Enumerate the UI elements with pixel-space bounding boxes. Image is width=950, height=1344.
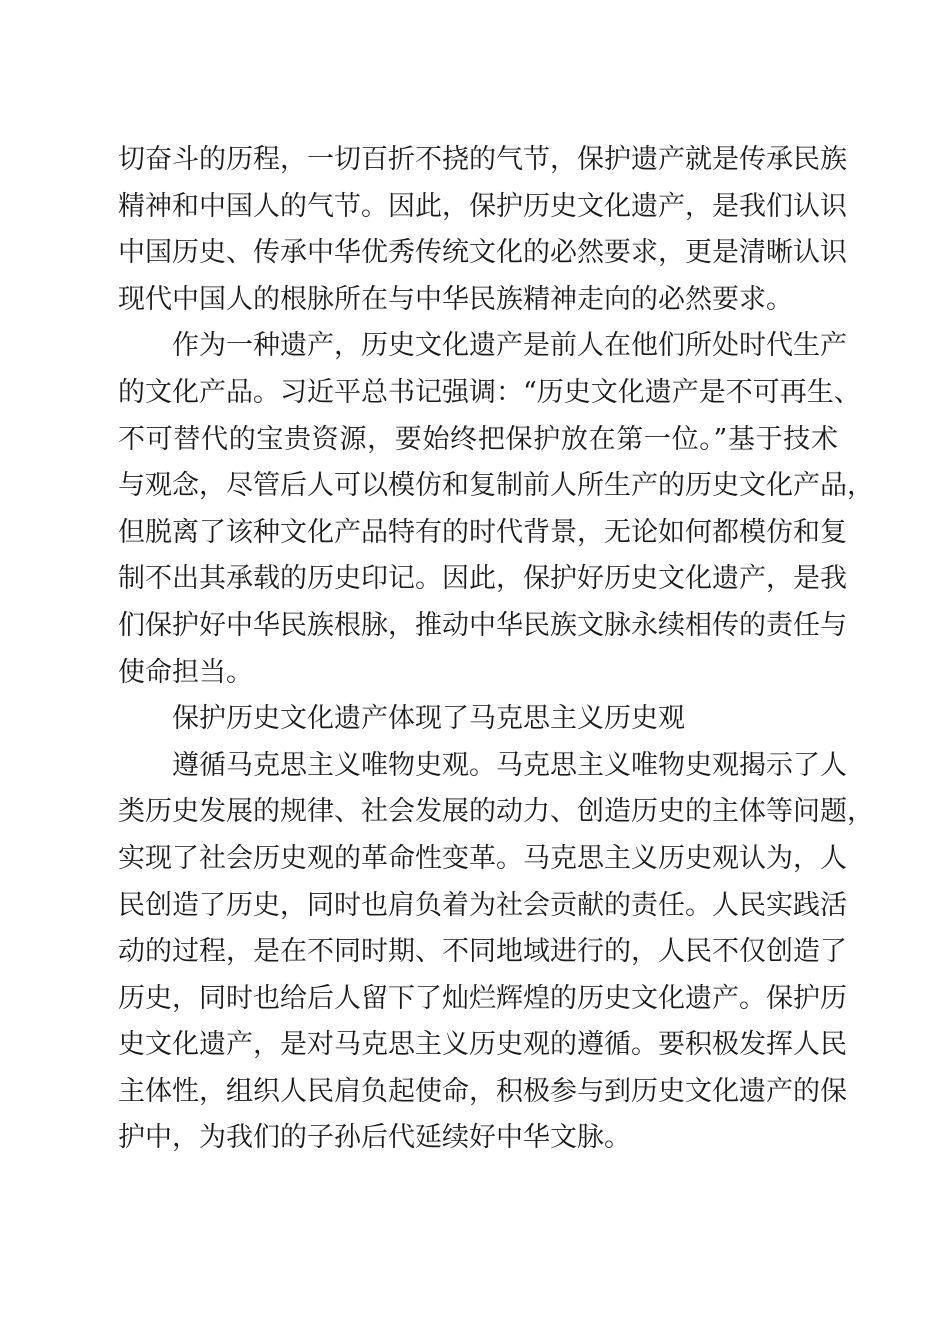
text-line: 不可替代的宝贵资源，要始终把保护放在第一位。”基于技术 [118, 423, 838, 455]
text-line: 民创造了历史，同时也肩负着为社会贡献的责任。人民实践活 [118, 889, 847, 921]
text-line: 的文化产品。习近平总书记强调：“历史文化遗产是不可再生、 [118, 376, 861, 408]
text-line: 类历史发展的规律、社会发展的动力、创造历史的主体等问题， [118, 796, 874, 828]
body-text [118, 137, 874, 1162]
text-line: 们保护好中华民族根脉，推动中华民族文脉永续相传的责任与 [118, 609, 847, 641]
text-line: 中国历史、传承中华优秀传统文化的必然要求，更是清晰认识 [118, 237, 847, 269]
text-line: 护中，为我们的子孙后代延续好中华文脉。 [118, 1122, 631, 1154]
text-line: 精神和中国人的气节。因此，保护历史文化遗产，是我们认识 [118, 190, 847, 222]
section-heading: 保护历史文化遗产体现了马克思主义历史观 [172, 703, 685, 735]
text-line: 切奋斗的历程，一切百折不挠的气节，保护遗产就是传承民族 [118, 144, 847, 175]
text-line: 制不出其承载的历史印记。因此，保护好历史文化遗产，是我 [118, 563, 847, 595]
text-line: 动的过程，是在不同时期、不同地域进行的，人民不仅创造了 [118, 936, 847, 968]
text-line: 与观念，尽管后人可以模仿和复制前人所生产的历史文化产品， [118, 470, 874, 502]
text-line: 遵循马克思主义唯物史观。马克思主义唯物史观揭示了人 [172, 749, 847, 781]
text-line: 作为一种遗产，历史文化遗产是前人在他们所处时代生产 [172, 330, 847, 362]
text-line: 史文化遗产，是对马克思主义历史观的遵循。要积极发挥人民 [118, 1029, 847, 1061]
text-line: 主体性，组织人民肩负起使命，积极参与到历史文化遗产的保 [118, 1075, 847, 1107]
text-line: 实现了社会历史观的革命性变革。马克思主义历史观认为，人 [118, 842, 847, 874]
text-line: 但脱离了该种文化产品特有的时代背景，无论如何都模仿和复 [118, 516, 847, 548]
text-line: 使命担当。 [118, 656, 253, 688]
text-line: 现代中国人的根脉所在与中华民族精神走向的必然要求。 [118, 283, 793, 315]
text-line: 历史，同时也给后人留下了灿烂辉煌的历史文化遗产。保护历 [118, 982, 847, 1014]
